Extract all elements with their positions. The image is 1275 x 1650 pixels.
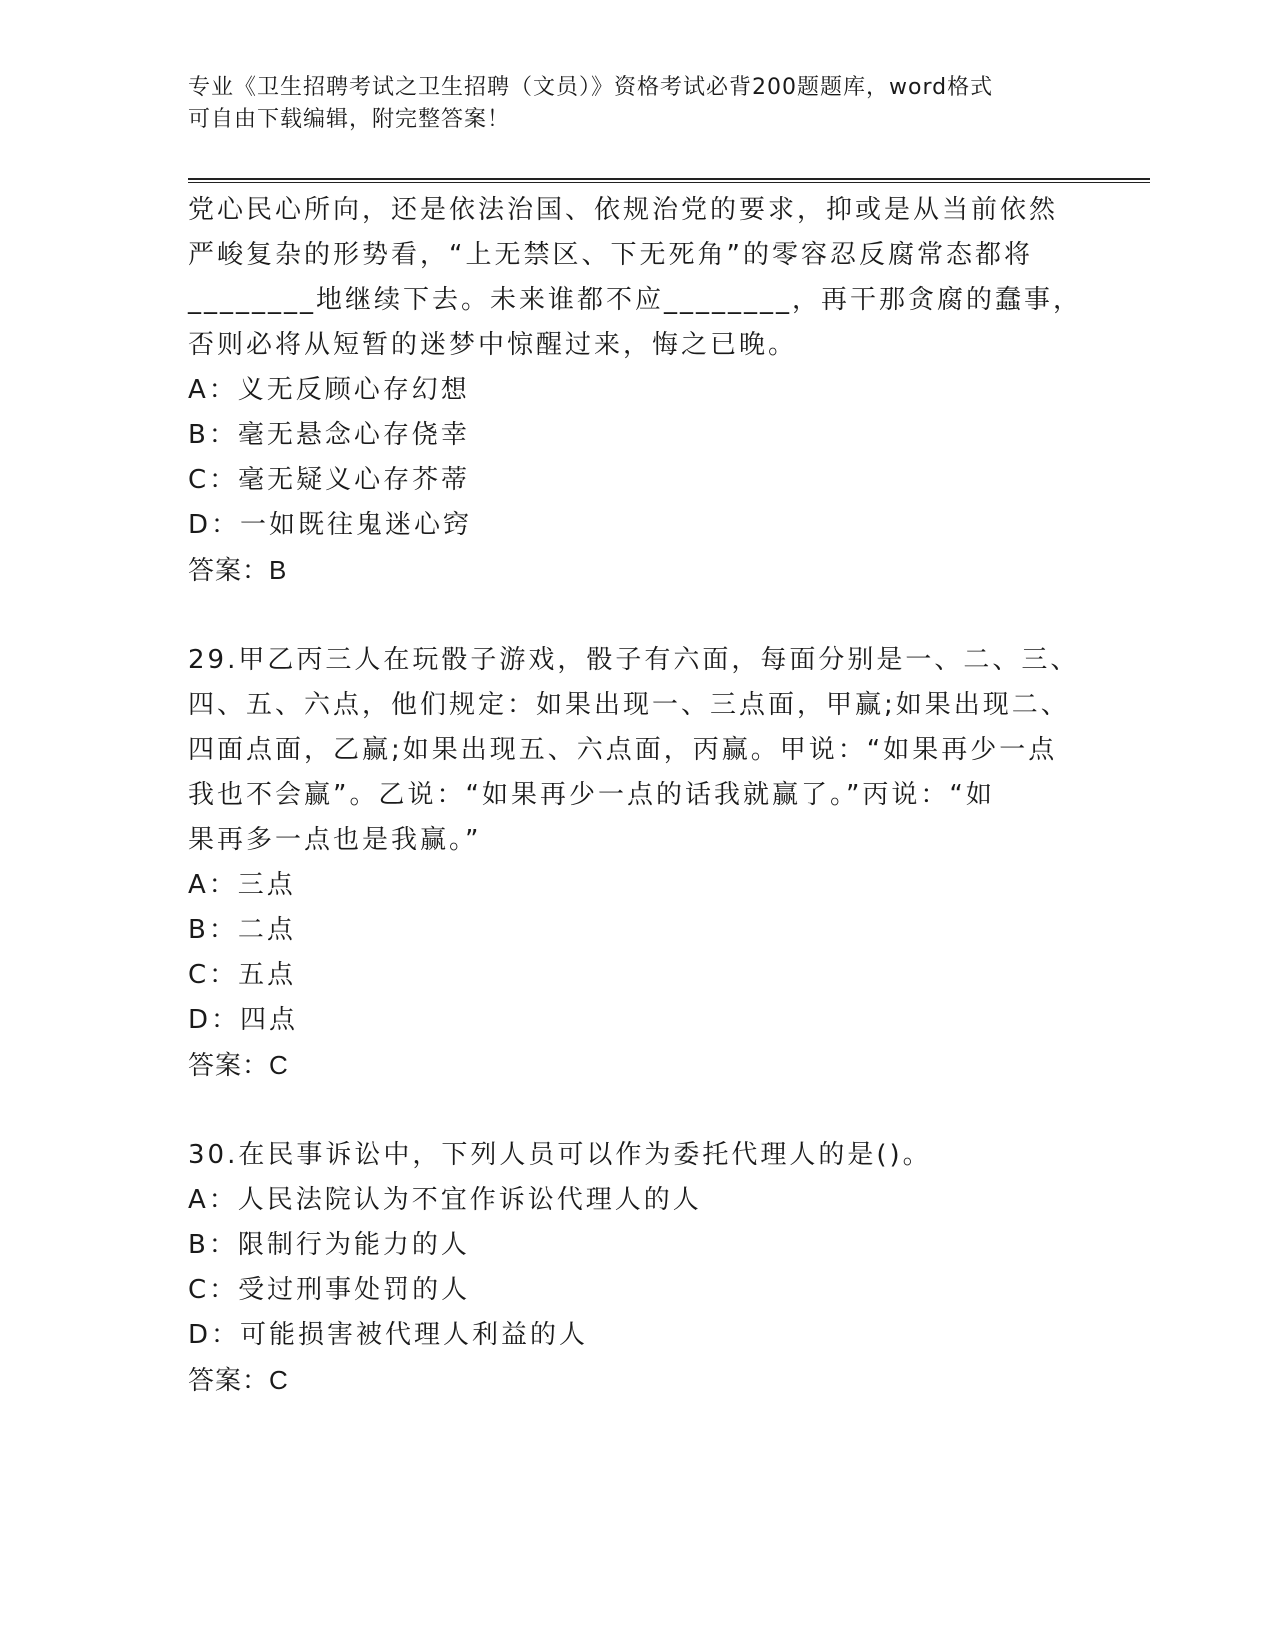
option-a: A：人民法院认为不宜作诉讼代理人的人 [188,1185,702,1215]
option-b: B：限制行为能力的人 [188,1230,470,1260]
option-c: C：毫无疑义心存芥蒂 [188,465,471,495]
question-text-line: 果再多一点也是我赢。” [188,825,482,855]
question-gap [188,1088,1088,1133]
question-28 [188,188,1088,593]
option-d: D：四点 [188,1005,299,1035]
question-text-line: 严峻复杂的形势看，“上无禁区、下无死角”的零容忍反腐常态都将 [188,240,1033,270]
option-b: B：二点 [188,915,296,945]
question-text-line: 四面点面，乙赢;如果出现五、六点面，丙赢。甲说：“如果再少一点 [188,735,1058,765]
question-text-line: ________地继续下去。未来谁都不应________，再干那贪腐的蠢事， [188,285,1083,315]
question-text-line: 我也不会赢”。乙说：“如果再少一点的话我就赢了。”丙说：“如 [188,780,995,810]
document-header [188,72,1088,136]
document-body [188,188,1088,1403]
option-a: A：三点 [188,870,296,900]
option-a: A：义无反顾心存幻想 [188,375,470,405]
header-line-1: 专业《卫生招聘考试之卫生招聘（文员）》资格考试必背200题题库，word格式 [188,75,994,100]
answer: 答案：B [188,555,288,585]
option-d: D：一如既往鬼迷心窍 [188,510,473,540]
option-c: C：受过刑事处罚的人 [188,1275,471,1305]
question-text-line: 党心民心所向，还是依法治国、依规治党的要求，抑或是从当前依然 [188,195,1059,225]
header-divider [188,178,1150,183]
answer: 答案：C [188,1050,289,1080]
question-29 [188,638,1088,1088]
question-gap [188,593,1088,638]
answer: 答案：C [188,1365,289,1395]
question-text-line: 29.甲乙丙三人在玩骰子游戏，骰子有六面，每面分别是一、二、三、 [188,645,1080,675]
header-line-2: 可自由下载编辑，附完整答案！ [188,107,511,132]
option-c: C：五点 [188,960,297,990]
question-text-line: 四、五、六点，他们规定：如果出现一、三点面，甲赢;如果出现二、 [188,690,1070,720]
question-30 [188,1133,1088,1403]
option-b: B：毫无悬念心存侥幸 [188,420,470,450]
question-text-line: 否则必将从短暂的迷梦中惊醒过来，悔之已晚。 [188,330,798,360]
question-text-line: 30.在民事诉讼中，下列人员可以作为委托代理人的是()。 [188,1140,932,1170]
option-d: D：可能损害被代理人利益的人 [188,1320,589,1350]
